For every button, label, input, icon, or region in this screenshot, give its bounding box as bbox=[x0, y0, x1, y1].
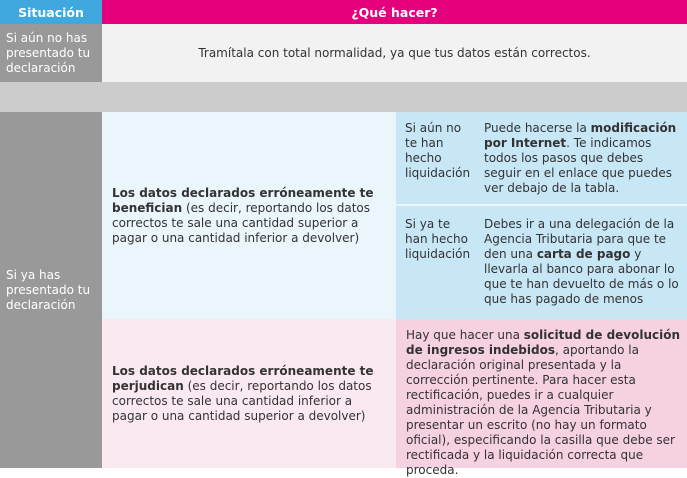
sub1-cond-text: Si aún no te han hecho liquidación bbox=[405, 121, 471, 180]
sub1-post: . Te indicamos todos los pasos que debes seguir en el enlace que puedes ver debajo de la tabla. bbox=[484, 136, 673, 195]
perjuicio-accion-cell bbox=[396, 319, 687, 477]
row1-accion-text: Tramítala con total normalidad, ya que tus datos están correctos. bbox=[198, 45, 591, 60]
header-situacion bbox=[0, 0, 102, 24]
sub1-pre: Puede hacerse la bbox=[484, 121, 591, 135]
beneficio-rest: (es decir, reportando los datos correctos te sale una cantidad superior a pagar o una cantidad inferior a devolver) bbox=[112, 200, 371, 245]
beneficio-cell bbox=[102, 112, 396, 319]
row1-accion bbox=[102, 24, 687, 82]
row1-situacion bbox=[0, 24, 102, 82]
perjuicio-bold: Los datos declarados erróneamente te perjudican bbox=[112, 363, 374, 393]
sub1-accion-cell bbox=[474, 112, 687, 204]
header-situacion-label: Situación bbox=[18, 4, 84, 20]
beneficio-bold: Los datos declarados erróneamente te benefician bbox=[112, 185, 374, 215]
row2-situacion-text: Si ya has presentado tu declaración bbox=[6, 267, 91, 312]
perjuicio-accion-post: , aportando la declaración original presentada y la corrección pertinente. Para hacer esta rectificación, puedes ir a cualquier administración de la Agencia Tributaria y presentar un escrito (no hay un formato oficial), especificando la casilla que debe ser rectificada y la liquidación correcta que proceda. bbox=[406, 343, 675, 477]
perjuicio-accion-bold: solicitud de devolución de ingresos indebidos bbox=[406, 328, 681, 357]
sub1-bold: modificación por Internet bbox=[484, 121, 677, 150]
sub2-pre: Debes ir a una delegación de la Agencia Tributaria para que te den una bbox=[484, 217, 675, 261]
perjuicio-cell bbox=[102, 319, 396, 468]
sub2-accion-cell bbox=[474, 206, 687, 319]
row1-situacion-text: Si aún no has presentado tu declaración bbox=[6, 30, 91, 75]
sub2-bold: carta de pago bbox=[536, 247, 631, 261]
sub2-post: y llevarla al banco para abonar lo que te han devuelto de más o lo que has pagado de menos bbox=[484, 247, 679, 306]
sub1-cond-cell bbox=[396, 112, 474, 204]
separator-row bbox=[0, 82, 687, 112]
sub2-cond-cell bbox=[396, 206, 474, 319]
perjuicio-rest: (es decir, reportando los datos correctos te sale una cantidad inferior a pagar o una cantidad superior a devolver) bbox=[112, 378, 372, 423]
header-que-hacer-label: ¿Qué hacer? bbox=[351, 4, 438, 20]
beneficio-text bbox=[112, 186, 386, 246]
row2-situacion bbox=[0, 112, 102, 468]
perjuicio-text bbox=[112, 364, 386, 424]
sub2-cond-text: Si ya te han hecho liquidación bbox=[405, 217, 471, 261]
header-que-hacer bbox=[102, 0, 687, 24]
perjuicio-accion-pre: Hay que hacer una bbox=[406, 328, 524, 342]
